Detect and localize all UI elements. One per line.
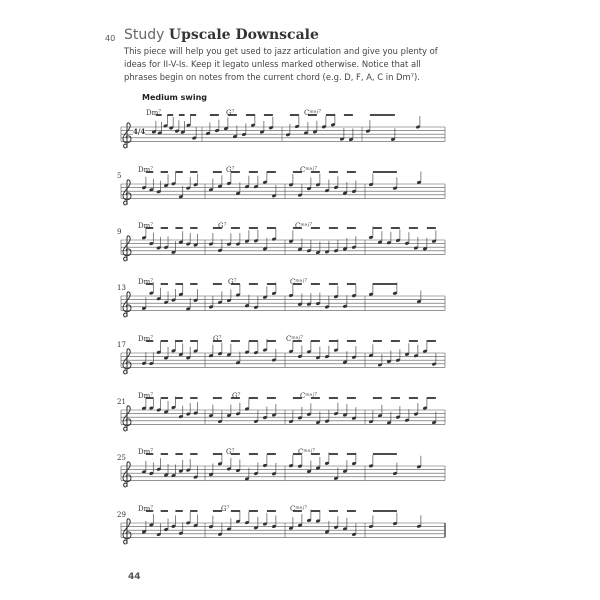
treble-clef-icon <box>123 349 131 374</box>
title-label: Study <box>124 27 165 43</box>
chord-symbol: G⁷ <box>221 505 230 513</box>
chord-symbol: Cᵐᵃʲ⁷ <box>298 448 316 456</box>
treble-clef-icon <box>123 406 131 431</box>
measure-number: 21 <box>117 398 126 406</box>
chord-symbol: Dm⁷ <box>138 505 154 513</box>
treble-clef-icon <box>123 180 131 205</box>
audio-track-number: 40 <box>105 34 116 43</box>
chord-symbol: Dm⁷ <box>138 392 154 400</box>
chord-symbol: G⁷ <box>226 166 235 174</box>
chord-symbol: Cᵐᵃʲ⁷ <box>300 166 318 174</box>
chord-symbol: Cᵐᵃʲ⁷ <box>304 109 322 117</box>
chord-symbol: G⁷ <box>232 392 241 400</box>
treble-clef-icon <box>123 462 131 487</box>
chord-symbol: Cᵐᵃʲ⁷ <box>290 278 308 286</box>
measure-number: 25 <box>117 454 126 462</box>
measure-number: 17 <box>117 341 126 349</box>
chord-symbol: G⁷ <box>218 222 227 230</box>
chord-symbol: Dm⁷ <box>138 448 154 456</box>
study-title: Upscale Downscale <box>168 27 319 43</box>
measure-number: 13 <box>117 284 126 292</box>
chord-symbol: G⁷ <box>213 335 222 343</box>
chord-symbol: Cᵐᵃʲ⁷ <box>286 335 304 343</box>
chord-symbol: Cᵐᵃʲ⁷ <box>295 222 313 230</box>
chord-symbol: Dm⁷ <box>138 166 154 174</box>
treble-clef-icon <box>123 519 131 544</box>
chord-symbol: G⁷ <box>226 448 235 456</box>
chord-symbol: Dm⁷ <box>138 335 154 343</box>
time-signature: 4/4 <box>133 127 146 136</box>
measure-number: 29 <box>117 511 126 519</box>
measure-number: 5 <box>117 172 122 180</box>
measure-number: 9 <box>117 228 122 236</box>
treble-clef-icon <box>123 292 131 317</box>
chord-symbol: Dm⁷ <box>146 109 162 117</box>
treble-clef-icon <box>123 123 131 148</box>
tempo-marking: Medium swing <box>142 93 207 102</box>
chord-symbol: Cᵐᵃʲ⁷ <box>300 392 318 400</box>
page-number: 44 <box>128 572 141 582</box>
treble-clef-icon <box>123 236 131 261</box>
chord-symbol: G⁷ <box>228 278 237 286</box>
chord-symbol: Dm⁷ <box>138 222 154 230</box>
chord-symbol: Dm⁷ <box>138 278 154 286</box>
chord-symbol: G⁷ <box>226 109 235 117</box>
chord-symbol: Cᵐᵃʲ⁷ <box>290 505 308 513</box>
intro-paragraph: This piece will help you get used to jazz articulation and give you plenty of ideas for II-V-Is. Keep it legato unless marked otherwise. Notice that all phrases begin on notes from the current chord (e.g. D, F, A, C in Dm⁷). <box>124 46 438 83</box>
